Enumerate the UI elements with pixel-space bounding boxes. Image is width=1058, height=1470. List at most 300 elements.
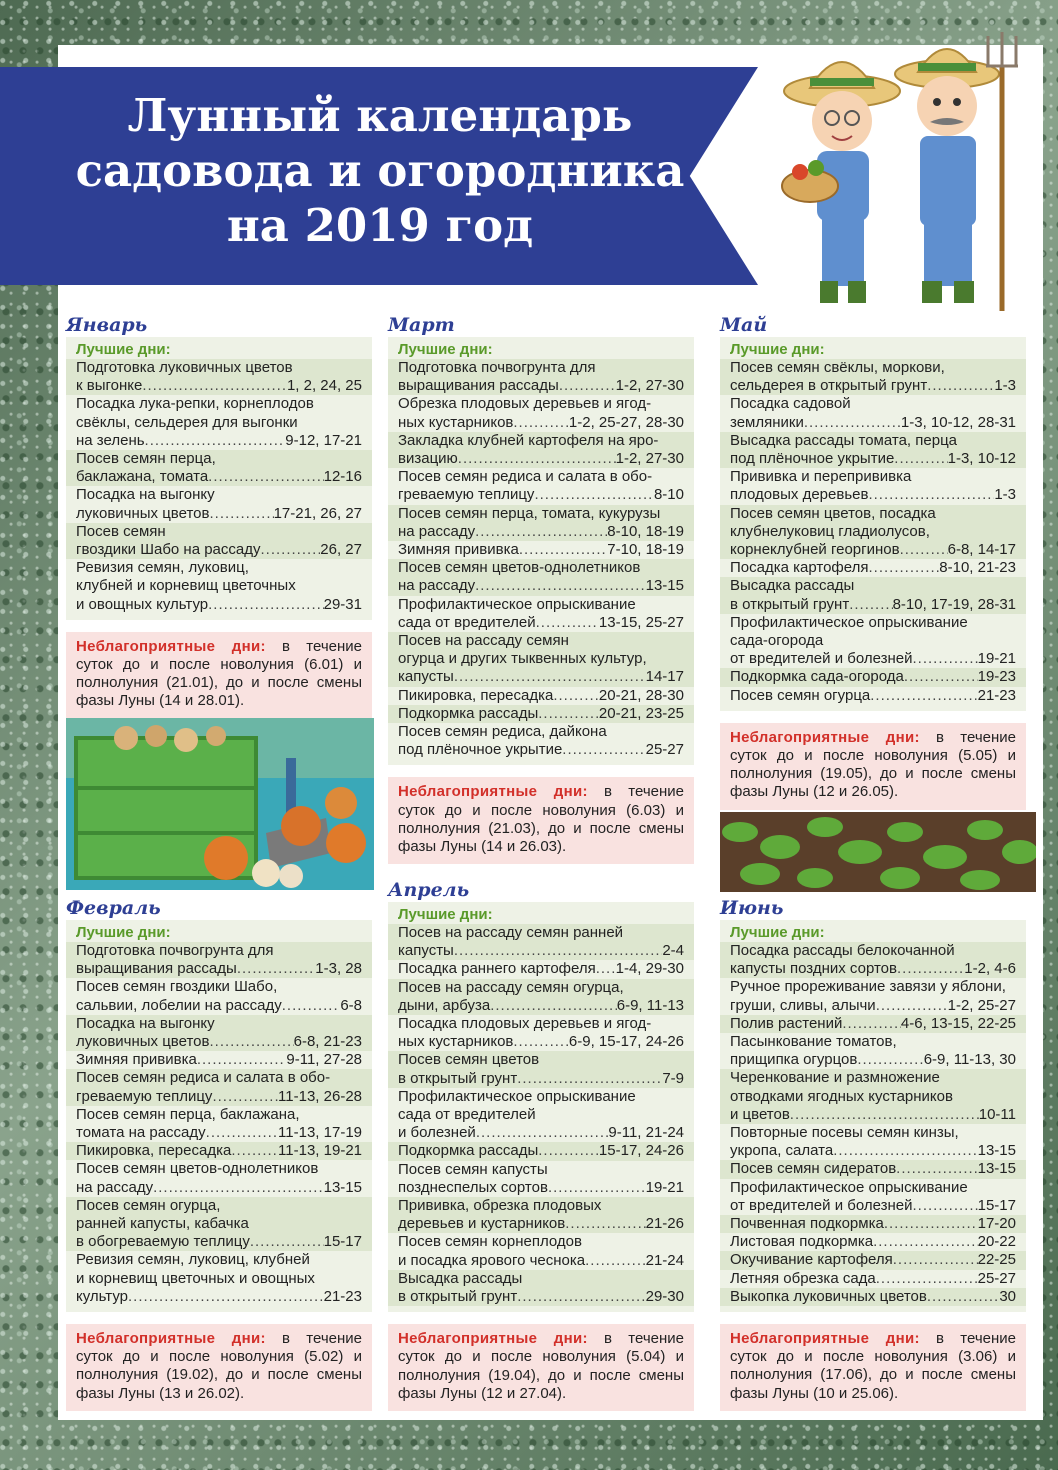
calendar-entry — [720, 1215, 1026, 1233]
entry-task: Листовая подкормка — [730, 1233, 874, 1251]
entry-text-line: Пасынкование томатов, — [730, 1033, 897, 1051]
entry-dates-row — [730, 1160, 1016, 1178]
dot-leader — [833, 1142, 977, 1160]
entry-text-line: Высадка рассады томата, перца — [730, 431, 957, 449]
entry-text-line: Посадка на выгонку — [76, 1014, 215, 1032]
month-title-march: Март — [388, 314, 455, 336]
dot-leader — [884, 1215, 978, 1233]
dot-leader — [562, 741, 645, 759]
dot-leader — [128, 1288, 324, 1306]
entry-dates-row — [398, 687, 684, 705]
calendar-entry — [388, 1197, 694, 1233]
entry-days: 1-4, 29-30 — [615, 960, 684, 978]
bad-days-february — [66, 1324, 372, 1411]
entry-dates-row — [730, 1215, 1016, 1233]
calendar-entry — [720, 1124, 1026, 1160]
entry-days: 9-11, 27-28 — [286, 1051, 362, 1069]
entry-text-line: огурца и других тыквенных культур, — [398, 650, 647, 668]
dot-leader — [536, 614, 599, 632]
calendar-entry — [388, 705, 694, 723]
entry-days: 26, 27 — [320, 541, 362, 559]
entry-dates-row — [76, 997, 362, 1015]
entry-dates-row — [730, 997, 1016, 1015]
calendar-entry — [720, 559, 1026, 577]
entry-text-line: Посадка садовой — [730, 395, 851, 413]
entry-days: 25-27 — [645, 741, 684, 759]
calendar-entry — [388, 1270, 694, 1306]
entry-text-line: Посев семян свёклы, моркови, — [730, 359, 945, 376]
dot-leader — [454, 942, 662, 960]
entry-days: 1, 2, 24, 25 — [286, 377, 362, 395]
best-days-label: Лучшие дни: — [76, 924, 171, 941]
entry-text-line: Подготовка почвогрунта для — [76, 942, 274, 959]
entry-text-line: клубней и корневищ цветочных — [76, 577, 296, 595]
farmers-illustration — [772, 26, 1022, 316]
entry-days: 1-2, 25-27, 28-30 — [568, 413, 684, 431]
page-title — [40, 88, 720, 253]
entry-days: 19-23 — [977, 668, 1016, 686]
dot-leader — [513, 1033, 569, 1051]
entry-dates-row — [76, 1088, 362, 1106]
entry-days: 13-15 — [977, 1160, 1016, 1178]
best-days-label: Лучшие дни: — [398, 341, 493, 358]
calendar-entry — [388, 1088, 694, 1143]
bad-days-text: в течение суток до и после новолуния (5.04) и полнолуния (19.04), до и после смены фазы Луны (12 и 27.04). — [398, 1330, 684, 1402]
dot-leader — [548, 1179, 646, 1197]
entry-task: сельдерея в открытый грунт — [730, 377, 928, 395]
calendar-entry — [720, 1015, 1026, 1033]
entry-dates-row — [398, 541, 684, 559]
entry-text-line: Закладка клубней картофеля на яро- — [398, 431, 659, 449]
entry-days: 15-17, 24-26 — [598, 1142, 684, 1160]
bad-days-march — [388, 777, 694, 864]
calendar-entry — [720, 942, 1026, 978]
dot-leader — [876, 997, 948, 1015]
entry-dates-row — [76, 1288, 362, 1306]
entry-text-line: Профилактическое опрыскивание — [398, 1087, 636, 1105]
entry-text-line: Посев семян гвоздики Шабо, — [76, 978, 278, 996]
entry-dates-row — [730, 1233, 1016, 1251]
entry-task: и цветов — [730, 1105, 790, 1123]
entry-days: 11-13, 17-19 — [278, 1124, 362, 1142]
entry-text-line: Посев на рассаду семян ранней — [398, 924, 624, 941]
entry-task: греваемую теплицу — [76, 1087, 213, 1105]
entry-days: 8-10, 17-19, 28-31 — [892, 595, 1016, 613]
entry-days: 6-9, 11-13 — [616, 996, 684, 1014]
calendar-entry — [388, 432, 694, 468]
bad-days-june — [720, 1324, 1026, 1411]
bad-days-text: в течение суток до и после новолуния (3.06) и полнолуния (17.06), до и после смены фазы Луны (10 и 25.06). — [730, 1330, 1016, 1402]
dot-leader — [490, 997, 617, 1015]
entry-dates-row — [398, 960, 684, 978]
entry-text-line: Прививка и перепрививка — [730, 468, 912, 486]
entry-days: 12-16 — [323, 468, 362, 486]
entry-text-line: Подготовка луковичных цветов — [76, 359, 293, 376]
dot-leader — [559, 377, 616, 395]
dot-leader — [868, 559, 939, 577]
best-days-label: Лучшие дни: — [730, 341, 825, 358]
entry-task: груши, сливы, алычи — [730, 996, 876, 1014]
calendar-entry — [720, 577, 1026, 613]
entry-text-line: Посадка лука-репки, корнеплодов — [76, 395, 314, 413]
entry-dates-row — [730, 541, 1016, 559]
dot-leader — [142, 377, 287, 395]
entry-text-line: и корневищ цветочных и овощных — [76, 1269, 315, 1287]
entry-days: 13-15 — [645, 577, 684, 595]
dot-leader — [790, 1106, 979, 1124]
entry-dates-row — [730, 1142, 1016, 1160]
calendar-entry — [66, 1251, 372, 1306]
entry-task: капусты — [398, 668, 454, 686]
month-june — [720, 896, 1026, 1411]
calendar-entry — [388, 687, 694, 705]
dot-leader — [458, 450, 616, 468]
dot-leader — [876, 1270, 978, 1288]
entry-text-line: ранней капусты, кабачка — [76, 1215, 249, 1233]
entry-task: греваемую теплицу — [398, 486, 535, 504]
entry-days: 22-25 — [977, 1251, 1016, 1269]
entry-days: 9-11, 21-24 — [608, 1124, 684, 1142]
calendar-entry — [388, 541, 694, 559]
dot-leader — [596, 960, 616, 978]
month-february — [66, 896, 372, 1411]
dot-leader — [261, 541, 321, 559]
entry-task: Пикировка, пересадка — [398, 686, 554, 704]
entry-days: 15-17 — [977, 1196, 1016, 1214]
entry-days: 7-10, 18-19 — [607, 541, 684, 559]
entry-days: 6-9, 15-17, 24-26 — [568, 1033, 684, 1051]
dot-leader — [206, 1124, 278, 1142]
calendar-entry — [720, 432, 1026, 468]
entry-text-line: Прививка, обрезка плодовых — [398, 1197, 602, 1215]
dot-leader — [804, 414, 901, 432]
month-title-may: Май — [720, 314, 768, 336]
calendar-entry — [388, 468, 694, 504]
bad-days-label: Неблагоприятные дни: — [398, 783, 588, 801]
entry-dates-row — [398, 486, 684, 504]
calendar-entry — [388, 1015, 694, 1051]
entry-task: Пикировка, пересадка — [76, 1142, 232, 1160]
entry-dates-row — [730, 960, 1016, 978]
dot-leader — [913, 650, 978, 668]
entry-days: 21-23 — [323, 1287, 362, 1305]
entry-days: 1-3 — [994, 377, 1016, 395]
calendar-entry — [388, 979, 694, 1015]
calendar-entry — [66, 450, 372, 486]
entry-text-line: Повторные посевы семян кинзы, — [730, 1124, 959, 1142]
dot-leader — [208, 596, 324, 614]
entry-dates-row — [730, 486, 1016, 504]
entry-task: сальвии, лобелии на рассаду — [76, 996, 282, 1014]
entry-dates-row — [730, 668, 1016, 686]
calendar-entry — [66, 942, 372, 978]
dot-leader — [209, 505, 273, 523]
entry-days: 1-2, 27-30 — [615, 450, 684, 468]
entry-days: 20-22 — [977, 1233, 1016, 1251]
entry-task: плодовых деревьев — [730, 486, 869, 504]
calendar-entry — [66, 395, 372, 450]
calendar-entry — [66, 486, 372, 522]
entry-days: 2-4 — [662, 942, 684, 960]
entry-dates-row — [76, 432, 362, 450]
bad-days-text: в течение суток до и после новолуния (5.05) и полнолуния (19.05), до и после смены фазы Луны (12 и 26.05). — [730, 728, 1016, 801]
entry-dates-row — [398, 1070, 684, 1088]
entry-dates-row — [730, 687, 1016, 705]
calendar-entry — [66, 1051, 372, 1069]
calendar-entry — [720, 1179, 1026, 1215]
calendar-entry — [720, 1288, 1026, 1306]
entry-text-line: свёклы, сельдерея для выгонки — [76, 413, 298, 431]
entry-task: гвоздики Шабо на рассаду — [76, 541, 261, 559]
entry-text-line: Посев семян цветов-однолетников — [398, 559, 641, 577]
calendar-entry — [720, 1069, 1026, 1124]
dot-leader — [282, 997, 341, 1015]
dot-leader — [870, 687, 977, 705]
entry-task: выращивания рассады — [398, 377, 559, 395]
entry-task: выращивания рассады — [76, 960, 237, 978]
entry-dates-row — [76, 1179, 362, 1197]
dot-leader — [513, 414, 569, 432]
entry-dates-row — [398, 1215, 684, 1233]
entry-dates-row — [398, 1288, 684, 1306]
entry-dates-row — [730, 1288, 1016, 1306]
entry-days: 4-6, 13-15, 22-25 — [900, 1014, 1016, 1032]
title-line-1: Лунный календарь — [127, 89, 633, 142]
bad-days-text: в течение суток до и после новолуния (6.03) и полнолуния (21.03), до и после смены фазы Луны (14 и 26.03). — [398, 783, 684, 856]
entry-task: под плёночное укрытие — [730, 450, 895, 468]
entry-task: визацию — [398, 450, 458, 468]
entry-dates-row — [76, 1051, 362, 1069]
entry-dates-row — [398, 942, 684, 960]
bad-days-text: в течение суток до и после новолуния (6.01) и полнолуния (21.01), до и после смены фазы Луны (14 и 28.01). — [76, 637, 362, 710]
entry-text-line: Профилактическое опрыскивание — [730, 613, 968, 631]
entry-dates-row — [398, 577, 684, 595]
entry-task: от вредителей и болезней — [730, 650, 913, 668]
calendar-entry — [388, 1233, 694, 1269]
dot-leader — [475, 523, 607, 541]
dot-leader — [231, 1142, 278, 1160]
bad-days-text: в течение суток до и после новолуния (5.02) и полнолуния (19.02), до и после смены фазы Луны (13 и 26.02). — [76, 1330, 362, 1402]
dot-leader — [894, 450, 947, 468]
entry-text-line: Высадка рассады — [398, 1269, 523, 1287]
entry-days: 17-20 — [977, 1215, 1016, 1233]
dot-leader — [475, 577, 646, 595]
entry-dates-row — [730, 1251, 1016, 1269]
entry-text-line: Посев семян редиса, дайкона — [398, 723, 607, 741]
entry-text-line: Посев семян редиса и салата в обо- — [76, 1069, 331, 1087]
calendar-entry — [388, 505, 694, 541]
dot-leader — [565, 1215, 645, 1233]
entry-task: Посев семян огурца — [730, 686, 871, 704]
entry-dates-row — [76, 505, 362, 523]
entry-days: 1-2, 27-30 — [615, 377, 684, 395]
entry-task: деревьев и кустарников — [398, 1215, 566, 1233]
entry-dates-row — [730, 1270, 1016, 1288]
entry-dates-row — [76, 960, 362, 978]
entry-dates-row — [398, 705, 684, 723]
entry-task: в открытый грунт — [730, 595, 850, 613]
entry-days: 6-8, 14-17 — [947, 541, 1016, 559]
entry-days: 14-17 — [645, 668, 684, 686]
dot-leader — [927, 1288, 999, 1306]
calendar-entry — [66, 1197, 372, 1252]
entry-task: ных кустарников — [398, 413, 514, 431]
best-days-label: Лучшие дни: — [398, 906, 493, 923]
entry-text-line: Посадка рассады белокочанной — [730, 942, 955, 959]
entry-task: Подкормка рассады — [398, 704, 539, 722]
entry-dates-row — [398, 741, 684, 759]
entry-task: Летняя обрезка сада — [730, 1269, 876, 1287]
month-title-january: Январь — [66, 314, 148, 336]
entry-task: Подкормка рассады — [398, 1142, 539, 1160]
entry-task: в обогреваемую теплицу — [76, 1233, 250, 1251]
dot-leader — [913, 1197, 978, 1215]
entry-days: 10-11 — [978, 1105, 1016, 1123]
entry-text-line: Профилактическое опрыскивание — [730, 1178, 968, 1196]
entry-dates-row — [76, 1124, 362, 1142]
entry-task: прищипка огурцов — [730, 1051, 858, 1069]
entry-days: 1-3, 28 — [315, 960, 362, 978]
calendar-entry — [66, 559, 372, 614]
calendar-entry — [388, 359, 694, 395]
entry-days: 25-27 — [977, 1269, 1016, 1287]
entry-dates-row — [730, 1197, 1016, 1215]
best-days-june — [720, 920, 1026, 1312]
entry-days: 13-15 — [977, 1142, 1016, 1160]
entry-dates-row — [398, 414, 684, 432]
calendar-entry — [388, 960, 694, 978]
entry-days: 29-31 — [323, 595, 362, 613]
entry-dates-row — [398, 1142, 684, 1160]
entry-days: 20-21, 28-30 — [598, 686, 684, 704]
calendar-entry — [388, 559, 694, 595]
entry-days: 6-8, 21-23 — [293, 1033, 362, 1051]
entry-task: томата на рассаду — [76, 1124, 206, 1142]
entry-task: луковичных цветов — [76, 504, 210, 522]
entry-task: укропа, салата — [730, 1142, 834, 1160]
entry-text-line: Посадка плодовых деревьев и ягод- — [398, 1015, 652, 1033]
entry-days: 19-21 — [977, 650, 1016, 668]
entry-days: 19-21 — [645, 1178, 684, 1196]
calendar-entry — [66, 359, 372, 395]
entry-days: 8-10, 21-23 — [939, 559, 1016, 577]
calendar-entry — [720, 1270, 1026, 1288]
dot-leader — [900, 541, 948, 559]
dot-leader — [538, 705, 599, 723]
entry-days: 1-3, 10-12, 28-31 — [900, 413, 1016, 431]
entry-days: 29-30 — [645, 1288, 684, 1306]
entry-task: Выкопка луковичных цветов — [730, 1287, 927, 1305]
entry-days: 1-2, 4-6 — [964, 960, 1016, 978]
dot-leader — [237, 960, 315, 978]
calendar-entry — [720, 1160, 1026, 1178]
entry-task: культур — [76, 1287, 129, 1305]
entry-dates-row — [398, 377, 684, 395]
dot-leader — [517, 1070, 662, 1088]
month-title-june: Июнь — [720, 897, 784, 919]
entry-days: 9-12, 17-21 — [285, 431, 362, 449]
entry-task: Зимняя прививка — [76, 1051, 197, 1069]
entry-text-line: Посев семян капусты — [398, 1160, 548, 1178]
entry-dates-row — [730, 650, 1016, 668]
entry-dates-row — [730, 450, 1016, 468]
entry-task: капусты поздних сортов — [730, 960, 897, 978]
entry-task: сада от вредителей — [398, 613, 536, 631]
dot-leader — [212, 1088, 278, 1106]
dot-leader — [868, 486, 994, 504]
month-april — [388, 878, 694, 1411]
entry-task: позднеспелых сортов — [398, 1178, 548, 1196]
dot-leader — [519, 541, 607, 559]
entry-task: и овощных культур — [76, 595, 209, 613]
dot-leader — [857, 1051, 923, 1069]
calendar-entry — [720, 614, 1026, 669]
dot-leader — [476, 1124, 609, 1142]
entry-days: 8-10, 18-19 — [607, 522, 684, 540]
entry-task: на рассаду — [398, 522, 476, 540]
calendar-entry — [720, 1033, 1026, 1069]
calendar-entry — [388, 723, 694, 759]
entry-dates-row — [398, 1124, 684, 1142]
entry-days: 7-9 — [662, 1069, 684, 1087]
best-days-february — [66, 920, 372, 1312]
title-line-2: садовода и огородника — [75, 144, 685, 197]
month-march — [388, 313, 694, 864]
entry-task: капусты — [398, 942, 454, 960]
entry-days: 1-3, 10-12 — [947, 450, 1016, 468]
calendar-entry — [720, 1251, 1026, 1269]
bad-days-april — [388, 1324, 694, 1411]
entry-task: Посадка картофеля — [730, 559, 869, 577]
dot-leader — [585, 1252, 645, 1270]
calendar-entry — [66, 1160, 372, 1196]
dot-leader — [849, 596, 892, 614]
entry-dates-row — [76, 468, 362, 486]
entry-task: Почвенная подкормка — [730, 1215, 884, 1233]
entry-days: 17-21, 26, 27 — [273, 504, 362, 522]
entry-dates-row — [398, 614, 684, 632]
entry-dates-row — [730, 414, 1016, 432]
entry-text-line: Посев семян редиса и салата в обо- — [398, 468, 653, 486]
calendar-entry — [66, 1106, 372, 1142]
entry-text-line: Посев семян огурца, — [76, 1196, 221, 1214]
calendar-entry — [720, 505, 1026, 560]
bad-days-label: Неблагоприятные дни: — [730, 1330, 920, 1348]
entry-text-line: Подготовка почвогрунта для — [398, 359, 596, 376]
bad-days-january — [66, 632, 372, 719]
entry-task: луковичных цветов — [76, 1033, 210, 1051]
month-title-february: Февраль — [66, 897, 161, 919]
entry-dates-row — [398, 1033, 684, 1051]
entry-task: Окучивание картофеля — [730, 1251, 893, 1269]
month-january — [66, 313, 372, 719]
bad-days-label: Неблагоприятные дни: — [398, 1330, 588, 1348]
entry-days: 11-13, 26-28 — [278, 1087, 362, 1105]
entry-task: Полив растений — [730, 1014, 843, 1032]
dot-leader — [904, 668, 978, 686]
entry-text-line: отводками ягодных кустарников — [730, 1087, 953, 1105]
calendar-entry — [66, 1069, 372, 1105]
dot-leader — [896, 1160, 977, 1178]
entry-dates-row — [76, 1033, 362, 1051]
entry-task: корнеклубней георгинов — [730, 541, 900, 559]
entry-dates-row — [76, 541, 362, 559]
best-days-january — [66, 337, 372, 620]
photo-seedlings — [720, 812, 1036, 892]
entry-task: на рассаду — [76, 1178, 154, 1196]
bad-days-label: Неблагоприятные дни: — [76, 637, 266, 655]
entry-task: в открытый грунт — [398, 1288, 518, 1306]
